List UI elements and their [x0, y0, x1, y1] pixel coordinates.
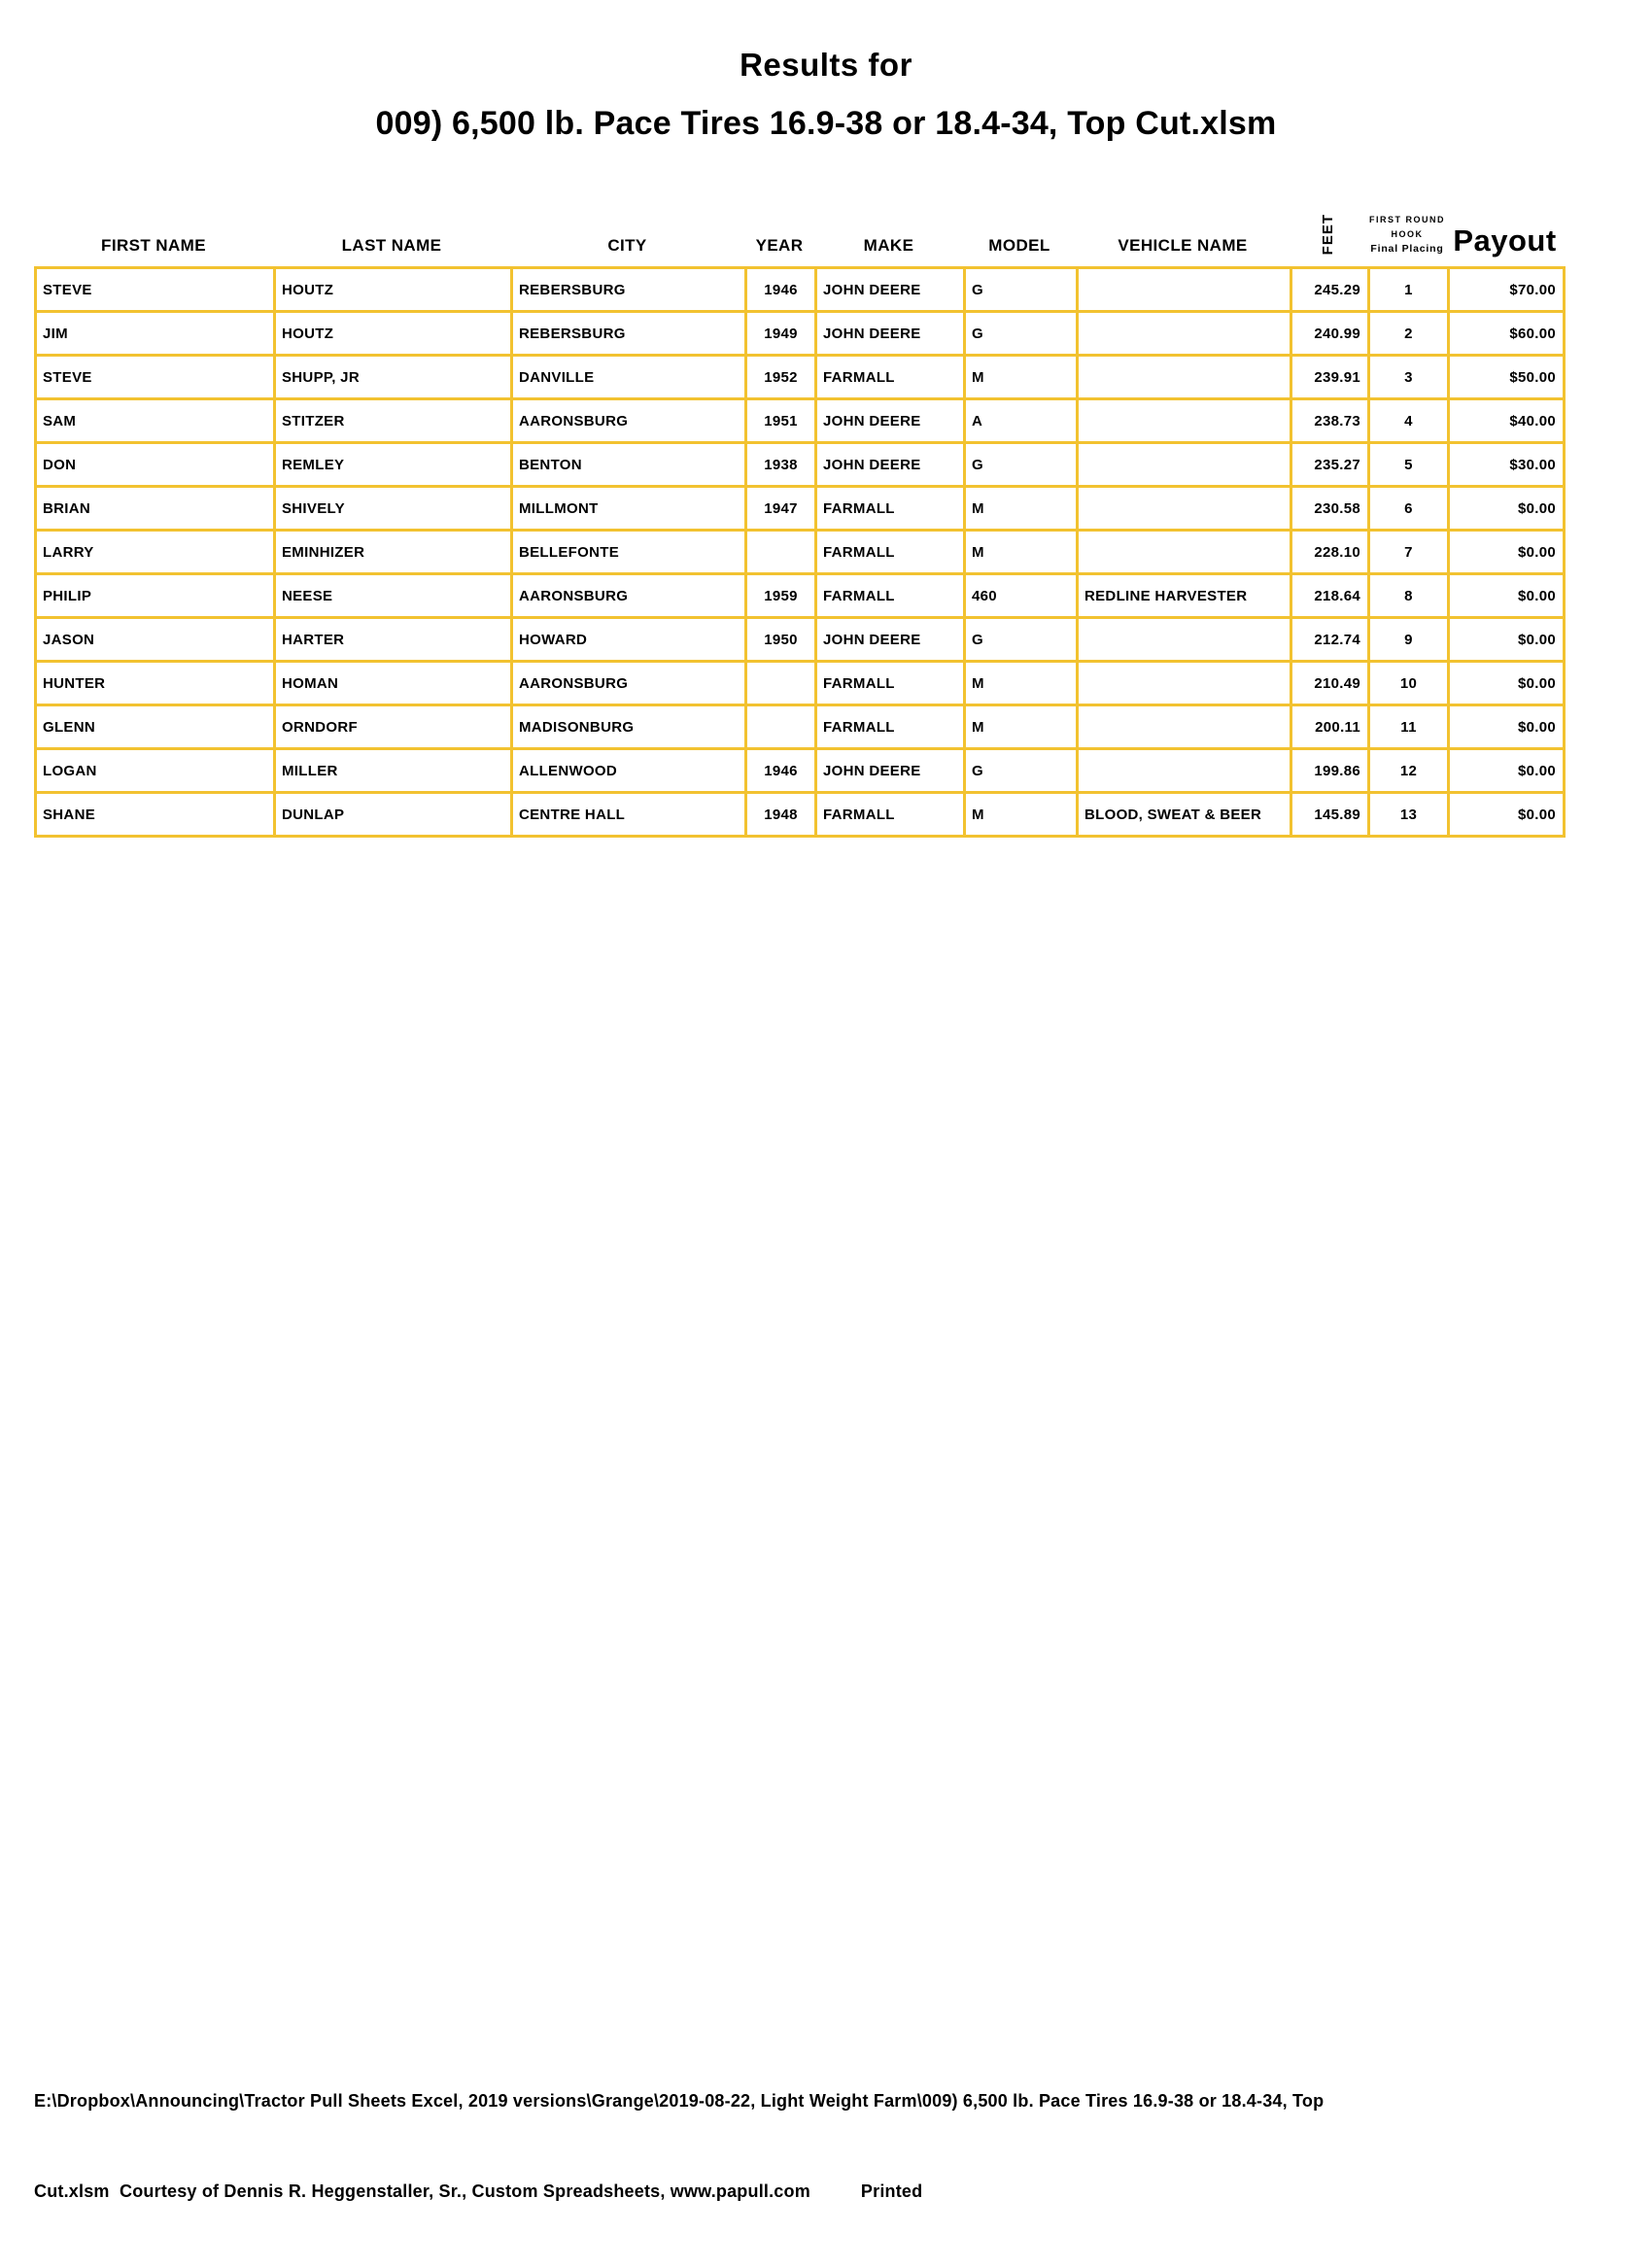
cell-placing: 12: [1369, 749, 1449, 793]
cell-vehicle-name: [1078, 399, 1291, 443]
cell-payout: $50.00: [1449, 356, 1565, 399]
cell-model: M: [965, 793, 1078, 837]
cell-year: [746, 531, 816, 574]
cell-placing: 2: [1369, 312, 1449, 356]
cell-first-name: BRIAN: [36, 487, 275, 531]
cell-feet: 238.73: [1291, 399, 1369, 443]
cell-last-name: HOUTZ: [275, 312, 512, 356]
cell-vehicle-name: [1078, 618, 1291, 662]
cell-model: M: [965, 705, 1078, 749]
cell-city: MADISONBURG: [512, 705, 746, 749]
cell-payout: $60.00: [1449, 312, 1565, 356]
cell-make: FARMALL: [816, 705, 965, 749]
column-header-last-name: LAST NAME: [341, 236, 442, 256]
cell-payout: $0.00: [1449, 618, 1565, 662]
cell-placing: 13: [1369, 793, 1449, 837]
cell-last-name: EMINHIZER: [275, 531, 512, 574]
page-subtitle: 009) 6,500 lb. Pace Tires 16.9-38 or 18.4-34, Top Cut.xlsm: [375, 105, 1277, 142]
table-row: [36, 399, 1565, 443]
table-row: [36, 618, 1565, 662]
cell-year: 1949: [746, 312, 816, 356]
table-row: [36, 356, 1565, 399]
cell-model: G: [965, 268, 1078, 312]
cell-make: JOHN DEERE: [816, 399, 965, 443]
cell-vehicle-name: [1078, 312, 1291, 356]
cell-payout: $30.00: [1449, 443, 1565, 487]
cell-first-name: STEVE: [36, 356, 275, 399]
cell-feet: 200.11: [1291, 705, 1369, 749]
cell-make: FARMALL: [816, 487, 965, 531]
table-row: [36, 793, 1565, 837]
table-row: [36, 531, 1565, 574]
cell-model: G: [965, 443, 1078, 487]
cell-payout: $0.00: [1449, 487, 1565, 531]
cell-city: MILLMONT: [512, 487, 746, 531]
cell-vehicle-name: [1078, 443, 1291, 487]
cell-make: JOHN DEERE: [816, 268, 965, 312]
footer: [34, 2026, 1569, 2267]
cell-placing: 3: [1369, 356, 1449, 399]
column-header-first-name: FIRST NAME: [101, 236, 206, 256]
cell-feet: 218.64: [1291, 574, 1369, 618]
cell-last-name: REMLEY: [275, 443, 512, 487]
table-row: [36, 705, 1565, 749]
column-header-make: MAKE: [863, 236, 914, 256]
cell-payout: $0.00: [1449, 793, 1565, 837]
cell-placing: 8: [1369, 574, 1449, 618]
cell-feet: 240.99: [1291, 312, 1369, 356]
cell-model: A: [965, 399, 1078, 443]
table-row: [36, 312, 1565, 356]
table-row: [36, 268, 1565, 312]
column-header-feet: [1290, 214, 1367, 255]
cell-vehicle-name: [1078, 662, 1291, 705]
cell-first-name: HUNTER: [36, 662, 275, 705]
cell-feet: 228.10: [1291, 531, 1369, 574]
cell-placing: 1: [1369, 268, 1449, 312]
cell-city: AARONSBURG: [512, 399, 746, 443]
cell-model: M: [965, 662, 1078, 705]
cell-feet: 230.58: [1291, 487, 1369, 531]
cell-vehicle-name: REDLINE HARVESTER: [1078, 574, 1291, 618]
footer-line2: Cut.xlsm Courtesy of Dennis R. Heggenstaller, Sr., Custom Spreadsheets, www.papull.com Printed: [34, 2181, 923, 2201]
cell-make: JOHN DEERE: [816, 443, 965, 487]
cell-last-name: STITZER: [275, 399, 512, 443]
cell-vehicle-name: [1078, 531, 1291, 574]
cell-year: 1950: [746, 618, 816, 662]
cell-payout: $40.00: [1449, 399, 1565, 443]
cell-vehicle-name: [1078, 356, 1291, 399]
cell-city: REBERSBURG: [512, 268, 746, 312]
cell-vehicle-name: [1078, 268, 1291, 312]
cell-first-name: LOGAN: [36, 749, 275, 793]
cell-model: M: [965, 531, 1078, 574]
cell-year: 1947: [746, 487, 816, 531]
cell-last-name: MILLER: [275, 749, 512, 793]
table-row: [36, 443, 1565, 487]
column-header-year: YEAR: [755, 236, 804, 256]
cell-payout: $0.00: [1449, 705, 1565, 749]
column-header-vehicle-name: VEHICLE NAME: [1118, 236, 1248, 256]
cell-first-name: PHILIP: [36, 574, 275, 618]
cell-city: BELLEFONTE: [512, 531, 746, 574]
cell-vehicle-name: [1078, 749, 1291, 793]
cell-payout: $0.00: [1449, 531, 1565, 574]
cell-vehicle-name: [1078, 487, 1291, 531]
cell-city: ALLENWOOD: [512, 749, 746, 793]
cell-model: G: [965, 749, 1078, 793]
cell-feet: 212.74: [1291, 618, 1369, 662]
cell-feet: 210.49: [1291, 662, 1369, 705]
cell-make: JOHN DEERE: [816, 312, 965, 356]
cell-year: 1946: [746, 749, 816, 793]
cell-city: BENTON: [512, 443, 746, 487]
cell-make: FARMALL: [816, 793, 965, 837]
results-table: [34, 266, 1566, 838]
cell-first-name: STEVE: [36, 268, 275, 312]
hook-header-line2: HOOK: [1391, 228, 1424, 239]
cell-city: AARONSBURG: [512, 662, 746, 705]
cell-first-name: JIM: [36, 312, 275, 356]
cell-year: 1948: [746, 793, 816, 837]
cell-make: FARMALL: [816, 574, 965, 618]
cell-last-name: NEESE: [275, 574, 512, 618]
cell-feet: 145.89: [1291, 793, 1369, 837]
cell-model: G: [965, 312, 1078, 356]
cell-make: FARMALL: [816, 531, 965, 574]
feet-rotated-label: FEET: [1320, 213, 1337, 255]
cell-year: 1951: [746, 399, 816, 443]
cell-make: FARMALL: [816, 356, 965, 399]
table-row: [36, 749, 1565, 793]
cell-payout: $0.00: [1449, 749, 1565, 793]
cell-payout: $0.00: [1449, 662, 1565, 705]
cell-model: M: [965, 356, 1078, 399]
cell-city: HOWARD: [512, 618, 746, 662]
column-header-city: CITY: [607, 236, 647, 256]
cell-city: CENTRE HALL: [512, 793, 746, 837]
cell-last-name: HARTER: [275, 618, 512, 662]
cell-vehicle-name: BLOOD, SWEAT & BEER: [1078, 793, 1291, 837]
cell-model: G: [965, 618, 1078, 662]
cell-year: 1952: [746, 356, 816, 399]
cell-first-name: GLENN: [36, 705, 275, 749]
cell-feet: 239.91: [1291, 356, 1369, 399]
page-title: Results for: [740, 47, 912, 83]
column-header-model: MODEL: [988, 236, 1050, 256]
cell-first-name: JASON: [36, 618, 275, 662]
table-row: [36, 574, 1565, 618]
cell-placing: 7: [1369, 531, 1449, 574]
cell-last-name: ORNDORF: [275, 705, 512, 749]
cell-first-name: SHANE: [36, 793, 275, 837]
cell-last-name: HOUTZ: [275, 268, 512, 312]
column-header-first-round-hook: [1367, 216, 1447, 255]
title-block: [0, 0, 1652, 143]
cell-year: [746, 705, 816, 749]
cell-vehicle-name: [1078, 705, 1291, 749]
cell-first-name: SAM: [36, 399, 275, 443]
cell-placing: 6: [1369, 487, 1449, 531]
cell-first-name: LARRY: [36, 531, 275, 574]
cell-placing: 9: [1369, 618, 1449, 662]
cell-feet: 199.86: [1291, 749, 1369, 793]
cell-year: 1946: [746, 268, 816, 312]
cell-model: 460: [965, 574, 1078, 618]
cell-make: FARMALL: [816, 662, 965, 705]
cell-placing: 5: [1369, 443, 1449, 487]
cell-make: JOHN DEERE: [816, 749, 965, 793]
hook-header-line1: FIRST ROUND: [1369, 215, 1445, 225]
table-row: [36, 662, 1565, 705]
cell-city: AARONSBURG: [512, 574, 746, 618]
cell-year: 1938: [746, 443, 816, 487]
footer-line1: E:\Dropbox\Announcing\Tractor Pull Sheets Excel, 2019 versions\Grange\2019-08-22, Light Weight Farm\009) 6,500 lb. Pace Tires 16.9-38 or 18.4-34, Top: [34, 2091, 1325, 2111]
cell-year: [746, 662, 816, 705]
cell-payout: $70.00: [1449, 268, 1565, 312]
cell-feet: 245.29: [1291, 268, 1369, 312]
cell-year: 1959: [746, 574, 816, 618]
cell-last-name: SHUPP, JR: [275, 356, 512, 399]
hook-header-line3: Final Placing: [1370, 242, 1444, 255]
cell-placing: 11: [1369, 705, 1449, 749]
cell-make: JOHN DEERE: [816, 618, 965, 662]
table-row: [36, 487, 1565, 531]
cell-model: M: [965, 487, 1078, 531]
results-table-region: [34, 187, 1563, 838]
cell-last-name: DUNLAP: [275, 793, 512, 837]
cell-city: REBERSBURG: [512, 312, 746, 356]
cell-last-name: HOMAN: [275, 662, 512, 705]
cell-city: DANVILLE: [512, 356, 746, 399]
cell-placing: 4: [1369, 399, 1449, 443]
cell-payout: $0.00: [1449, 574, 1565, 618]
cell-first-name: DON: [36, 443, 275, 487]
cell-placing: 10: [1369, 662, 1449, 705]
cell-last-name: SHIVELY: [275, 487, 512, 531]
table-header-row: [34, 187, 1563, 266]
column-header-payout: Payout: [1453, 223, 1557, 258]
cell-feet: 235.27: [1291, 443, 1369, 487]
